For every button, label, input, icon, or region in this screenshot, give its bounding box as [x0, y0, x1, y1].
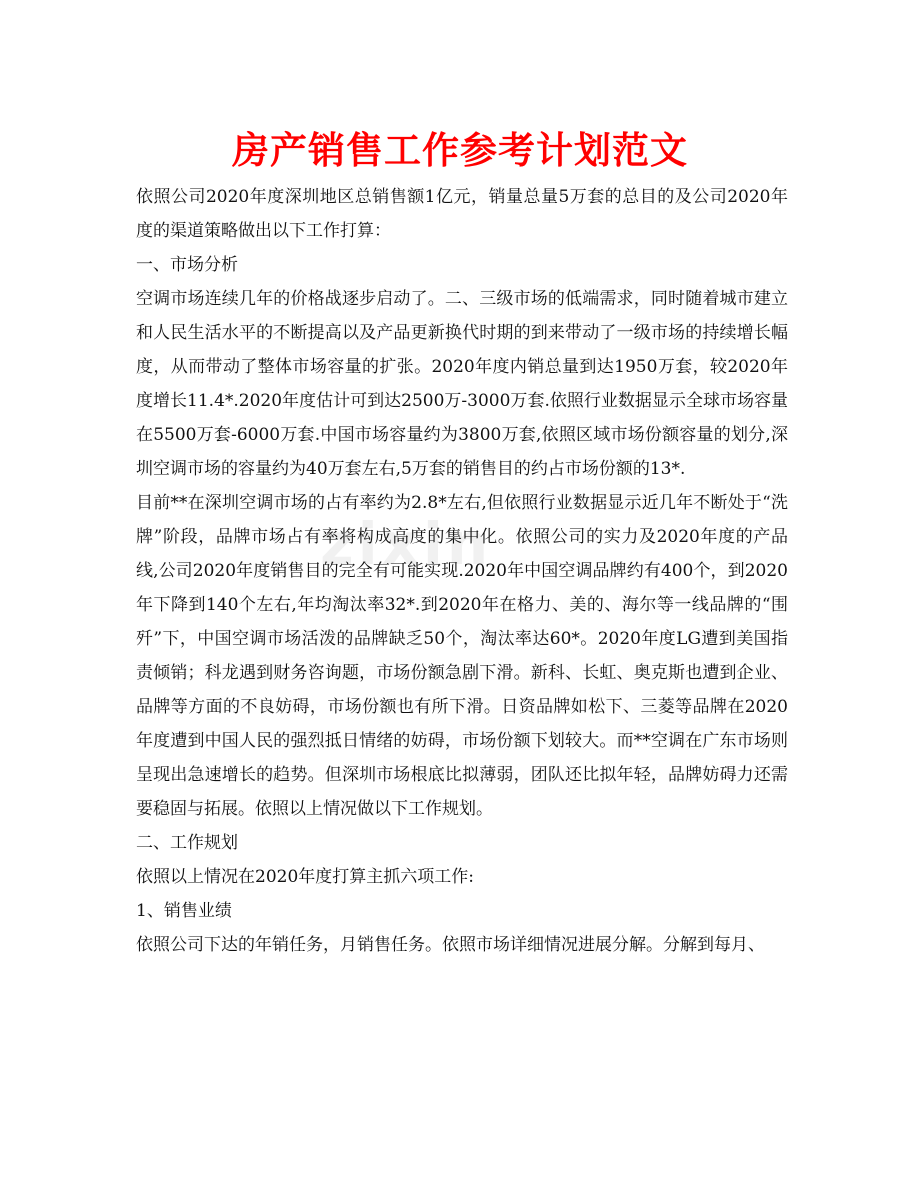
section-heading-market-analysis: 一、市场分析	[136, 255, 238, 275]
paragraph-market-share: 目前**在深圳空调市场的占有率约为2.8*左右,但依照行业数据显示近几年不断处于“洗牌”阶段，品牌市场占有率将构成高度的集中化。依照公司的实力及2020年度的产品线,公司2020年度销售目的完全有可能实现.2020年中国空调品牌约有400个，到2020年下降到140个左右,年均淘汰率32*.到2020年在格力、美的、海尔等一线品牌的“围歼”下，中国空调市场活泼的品牌缺乏50个，淘汰率达60*。2020年度LG遭到美国指责倾销；科龙遇到财务咨询题，市场份额急剧下滑。新科、长虹、奥克斯也遭到企业、品牌等方面的不良妨碍，市场份额也有所下滑。日资品牌如松下、三菱等品牌在2020年度遭到中国人民的强烈抵日情绪的妨碍，市场份额下划较大。而**空调在广东市场则呈现出急速增长的趋势。但深圳市场根底比拟薄弱，团队还比拟年轻，品牌妨碍力还需要稳固与拓展。依照以上情况做以下工作规划。	[136, 493, 788, 819]
paragraph-market-analysis: 空调市场连续几年的价格战逐步启动了。二、三级市场的低端需求，同时随着城市建立和人民生活水平的不断提高以及产品更新换代时期的到来带动了一级市场的持续增长幅度，从而带动了整体市场容量的扩张。2020年度内销总量到达1950万套，较2020年度增长11.4*.2020年度估计可到达2500万-3000万套.依照行业数据显示全球市场容量在5500万套-6000万套.中国市场容量约为3800万套,依照区域市场份额容量的划分,深圳空调市场的容量约为40万套左右,5万套的销售目的约占市场份额的13*.	[136, 289, 788, 479]
subheading-sales-performance: 1、销售业绩	[136, 901, 232, 921]
watermark: zixin	[320, 510, 493, 578]
paragraph-work-plan-intro: 依照以上情况在2020年度打算主抓六项工作:	[136, 867, 474, 887]
document-title: 房产销售工作参考计划范文	[232, 129, 688, 172]
section-heading-work-plan: 二、工作规划	[136, 833, 238, 853]
paragraph-intro: 依照公司2020年度深圳地区总销售额1亿元，销量总量5万套的总目的及公司2020年度的渠道策略做出以下工作打算：	[136, 187, 788, 241]
document-body	[136, 180, 788, 962]
paragraph-sales-performance: 依照公司下达的年销任务，月销售任务。依照市场详细情况进展分解。分解到每月、	[136, 935, 765, 955]
